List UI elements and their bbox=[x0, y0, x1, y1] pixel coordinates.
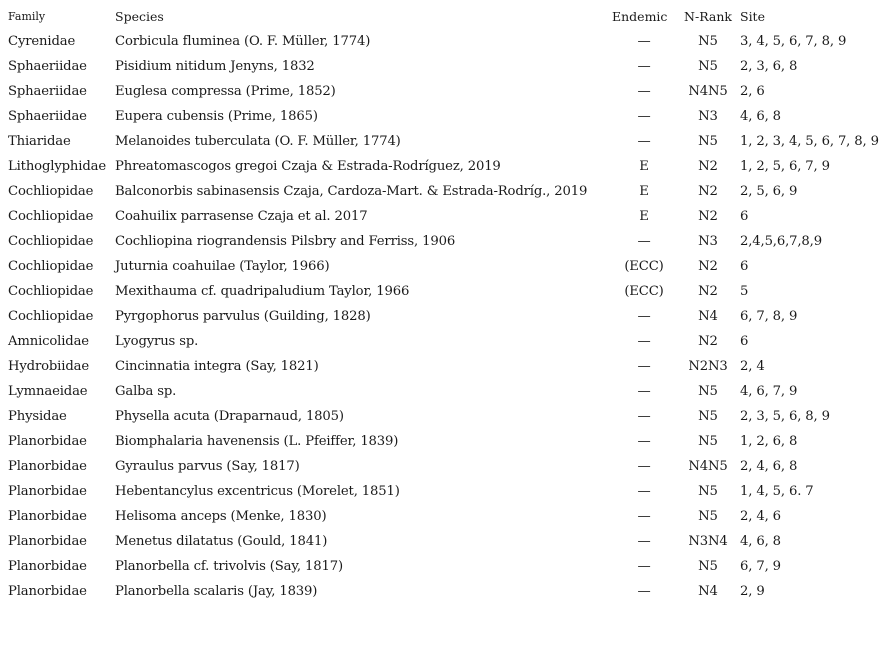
cell-family: Cochliopidae bbox=[8, 234, 94, 249]
cell-nrank: N4N5 bbox=[688, 459, 728, 474]
table-row bbox=[8, 104, 892, 129]
cell-endemic: — bbox=[637, 34, 651, 49]
cell-family: Planorbidae bbox=[8, 459, 87, 474]
table-row bbox=[8, 79, 892, 104]
cell-family: Thiaridae bbox=[8, 134, 71, 149]
cell-family: Planorbidae bbox=[8, 584, 87, 599]
cell-nrank: N5 bbox=[698, 559, 718, 574]
cell-nrank: N3 bbox=[698, 109, 718, 124]
cell-endemic: — bbox=[637, 384, 651, 399]
table-row bbox=[8, 304, 892, 329]
table-header-row bbox=[8, 5, 892, 29]
cell-family: Cochliopidae bbox=[8, 209, 94, 224]
cell-endemic: — bbox=[637, 509, 651, 524]
cell-endemic: — bbox=[637, 334, 651, 349]
cell-species: Lyogyrus sp. bbox=[115, 334, 199, 349]
cell-nrank: N3N4 bbox=[688, 534, 728, 549]
cell-nrank: N5 bbox=[698, 409, 718, 424]
cell-family: Sphaeriidae bbox=[8, 59, 87, 74]
cell-family: Physidae bbox=[8, 409, 67, 424]
cell-species: Physella acuta (Draparnaud, 1805) bbox=[115, 409, 344, 424]
cell-species: Mexithauma cf. quadripaludium Taylor, 1966 bbox=[115, 284, 410, 299]
cell-nrank: N2 bbox=[698, 159, 718, 174]
cell-site: 6 bbox=[740, 209, 749, 224]
cell-family: Cochliopidae bbox=[8, 184, 94, 199]
cell-endemic: E bbox=[639, 184, 649, 199]
header-endemic: Endemic bbox=[612, 9, 668, 24]
cell-species: Menetus dilatatus (Gould, 1841) bbox=[115, 534, 328, 549]
cell-nrank: N5 bbox=[698, 384, 718, 399]
cell-endemic: — bbox=[637, 359, 651, 374]
table-row bbox=[8, 329, 892, 354]
cell-site: 1, 2, 6, 8 bbox=[740, 434, 798, 449]
cell-site: 4, 6, 8 bbox=[740, 109, 781, 124]
cell-site: 1, 2, 3, 4, 5, 6, 7, 8, 9 bbox=[740, 134, 879, 149]
cell-species: Melanoides tuberculata (O. F. Müller, 1774) bbox=[115, 134, 401, 149]
cell-site: 2, 4, 6, 8 bbox=[740, 459, 798, 474]
table-row bbox=[8, 154, 892, 179]
table-row bbox=[8, 129, 892, 154]
table-row bbox=[8, 429, 892, 454]
cell-nrank: N2 bbox=[698, 284, 718, 299]
table-row bbox=[8, 29, 892, 54]
cell-site: 2, 9 bbox=[740, 584, 765, 599]
cell-family: Cochliopidae bbox=[8, 309, 94, 324]
cell-site: 5 bbox=[740, 284, 749, 299]
cell-family: Sphaeriidae bbox=[8, 84, 87, 99]
species-table bbox=[8, 5, 892, 604]
cell-site: 2, 3, 6, 8 bbox=[740, 59, 798, 74]
cell-species: Hebentancylus excentricus (Morelet, 1851) bbox=[115, 484, 400, 499]
header-family: Family bbox=[8, 10, 46, 23]
table-row bbox=[8, 579, 892, 604]
cell-family: Cyrenidae bbox=[8, 34, 76, 49]
cell-endemic: — bbox=[637, 59, 651, 74]
cell-species: Cochliopina riograndensis Pilsbry and Ferriss, 1906 bbox=[115, 234, 456, 249]
cell-family: Planorbidae bbox=[8, 559, 87, 574]
cell-species: Pyrgophorus parvulus (Guilding, 1828) bbox=[115, 309, 371, 324]
cell-species: Coahuilix parrasense Czaja et al. 2017 bbox=[115, 209, 368, 224]
cell-site: 2, 5, 6, 9 bbox=[740, 184, 798, 199]
header-nrank: N-Rank bbox=[684, 9, 732, 24]
cell-nrank: N5 bbox=[698, 484, 718, 499]
header-species: Species bbox=[115, 9, 164, 24]
cell-species: Corbicula fluminea (O. F. Müller, 1774) bbox=[115, 34, 371, 49]
table-row bbox=[8, 279, 892, 304]
cell-species: Planorbella scalaris (Jay, 1839) bbox=[115, 584, 318, 599]
table-row bbox=[8, 354, 892, 379]
cell-site: 2, 3, 5, 6, 8, 9 bbox=[740, 409, 830, 424]
cell-nrank: N4 bbox=[698, 309, 718, 324]
cell-species: Galba sp. bbox=[115, 384, 177, 399]
cell-nrank: N2 bbox=[698, 334, 718, 349]
cell-family: Hydrobiidae bbox=[8, 359, 89, 374]
table-row bbox=[8, 554, 892, 579]
cell-endemic: — bbox=[637, 584, 651, 599]
cell-site: 2, 4, 6 bbox=[740, 509, 781, 524]
header-site: Site bbox=[740, 9, 765, 24]
cell-nrank: N5 bbox=[698, 509, 718, 524]
cell-nrank: N2 bbox=[698, 184, 718, 199]
table-row bbox=[8, 204, 892, 229]
cell-species: Eupera cubensis (Prime, 1865) bbox=[115, 109, 318, 124]
cell-endemic: E bbox=[639, 209, 649, 224]
table-row bbox=[8, 179, 892, 204]
cell-endemic: (ECC) bbox=[624, 284, 664, 299]
cell-family: Planorbidae bbox=[8, 534, 87, 549]
cell-species: Planorbella cf. trivolvis (Say, 1817) bbox=[115, 559, 343, 574]
table-row bbox=[8, 254, 892, 279]
cell-site: 2, 6 bbox=[740, 84, 765, 99]
cell-nrank: N3 bbox=[698, 234, 718, 249]
cell-species: Gyraulus parvus (Say, 1817) bbox=[115, 459, 300, 474]
table-row bbox=[8, 379, 892, 404]
cell-endemic: — bbox=[637, 434, 651, 449]
cell-species: Cincinnatia integra (Say, 1821) bbox=[115, 359, 319, 374]
cell-site: 1, 4, 5, 6. 7 bbox=[740, 484, 814, 499]
cell-site: 2, 4 bbox=[740, 359, 765, 374]
cell-species: Phreatomascogos gregoi Czaja & Estrada-Rodríguez, 2019 bbox=[115, 159, 501, 174]
cell-family: Sphaeriidae bbox=[8, 109, 87, 124]
cell-family: Planorbidae bbox=[8, 509, 87, 524]
cell-endemic: — bbox=[637, 234, 651, 249]
cell-endemic: E bbox=[639, 159, 649, 174]
cell-site: 4, 6, 7, 9 bbox=[740, 384, 798, 399]
cell-species: Euglesa compressa (Prime, 1852) bbox=[115, 84, 336, 99]
cell-site: 6, 7, 8, 9 bbox=[740, 309, 798, 324]
cell-site: 1, 2, 5, 6, 7, 9 bbox=[740, 159, 830, 174]
cell-site: 3, 4, 5, 6, 7, 8, 9 bbox=[740, 34, 847, 49]
cell-endemic: — bbox=[637, 409, 651, 424]
cell-nrank: N4 bbox=[698, 584, 718, 599]
cell-nrank: N5 bbox=[698, 434, 718, 449]
cell-family: Planorbidae bbox=[8, 484, 87, 499]
cell-endemic: — bbox=[637, 84, 651, 99]
cell-nrank: N5 bbox=[698, 34, 718, 49]
table-row bbox=[8, 529, 892, 554]
cell-species: Pisidium nitidum Jenyns, 1832 bbox=[115, 59, 315, 74]
cell-site: 6 bbox=[740, 259, 749, 274]
cell-endemic: (ECC) bbox=[624, 259, 664, 274]
cell-nrank: N4N5 bbox=[688, 84, 728, 99]
table-row bbox=[8, 404, 892, 429]
cell-site: 2,4,5,6,7,8,9 bbox=[740, 234, 822, 249]
cell-endemic: — bbox=[637, 109, 651, 124]
cell-family: Lymnaeidae bbox=[8, 384, 88, 399]
cell-species: Helisoma anceps (Menke, 1830) bbox=[115, 509, 327, 524]
cell-species: Juturnia coahuilae (Taylor, 1966) bbox=[115, 259, 330, 274]
cell-endemic: — bbox=[637, 534, 651, 549]
cell-family: Lithoglyphidae bbox=[8, 159, 106, 174]
cell-site: 6 bbox=[740, 334, 749, 349]
cell-species: Balconorbis sabinasensis Czaja, Cardoza-Mart. & Estrada-Rodríg., 2019 bbox=[115, 184, 588, 199]
cell-family: Cochliopidae bbox=[8, 259, 94, 274]
cell-nrank: N2N3 bbox=[688, 359, 728, 374]
cell-nrank: N2 bbox=[698, 209, 718, 224]
table-row bbox=[8, 454, 892, 479]
cell-family: Planorbidae bbox=[8, 434, 87, 449]
cell-site: 4, 6, 8 bbox=[740, 534, 781, 549]
cell-nrank: N5 bbox=[698, 134, 718, 149]
cell-endemic: — bbox=[637, 309, 651, 324]
cell-species: Biomphalaria havenensis (L. Pfeiffer, 1839) bbox=[115, 434, 399, 449]
table-row bbox=[8, 504, 892, 529]
cell-family: Cochliopidae bbox=[8, 284, 94, 299]
cell-endemic: — bbox=[637, 134, 651, 149]
cell-family: Amnicolidae bbox=[8, 334, 89, 349]
table-body bbox=[8, 29, 892, 604]
table-row bbox=[8, 479, 892, 504]
table-row bbox=[8, 229, 892, 254]
cell-nrank: N2 bbox=[698, 259, 718, 274]
cell-site: 6, 7, 9 bbox=[740, 559, 781, 574]
cell-endemic: — bbox=[637, 459, 651, 474]
cell-endemic: — bbox=[637, 484, 651, 499]
cell-nrank: N5 bbox=[698, 59, 718, 74]
cell-endemic: — bbox=[637, 559, 651, 574]
table-row bbox=[8, 54, 892, 79]
